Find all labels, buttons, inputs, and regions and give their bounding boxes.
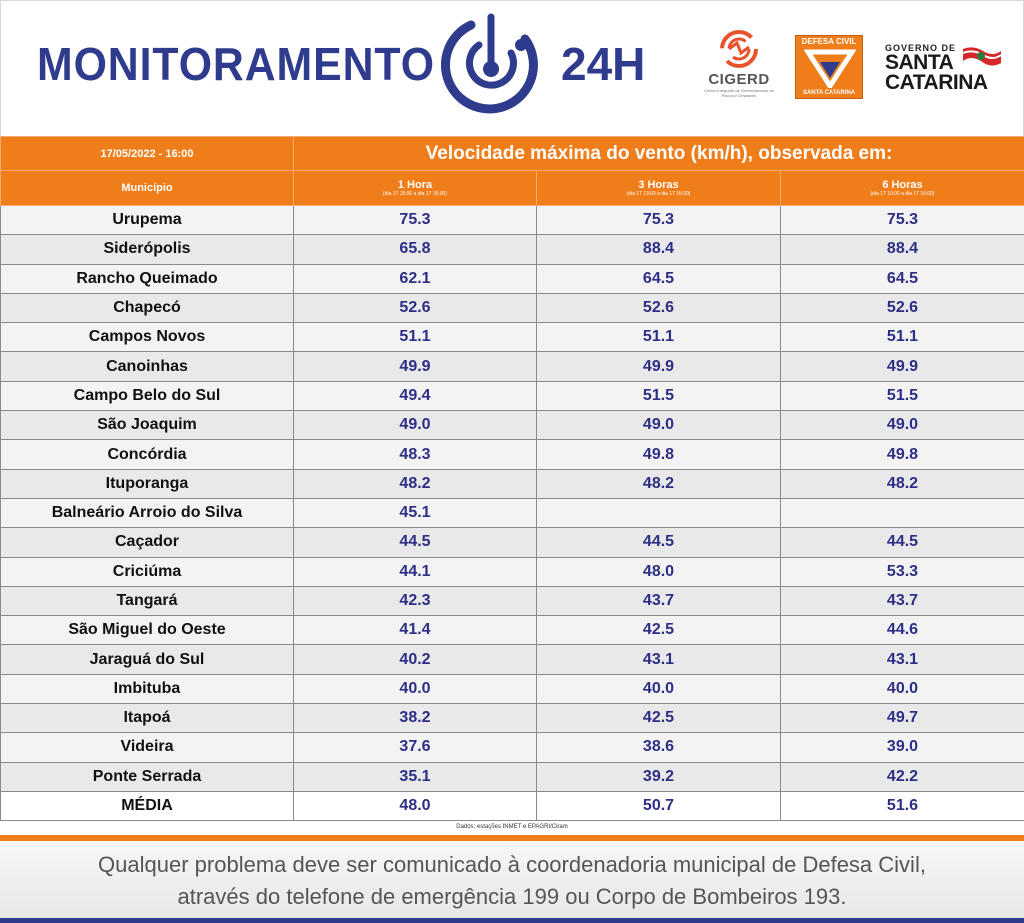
value-3h: 48.2 (537, 469, 781, 498)
value-6h: 40.0 (781, 674, 1024, 703)
media-3h: 50.7 (537, 791, 781, 820)
value-3h: 49.0 (537, 411, 781, 440)
value-3h: 44.5 (537, 528, 781, 557)
municipio-name: Siderópolis (1, 235, 294, 264)
footer-bar (0, 918, 1024, 923)
table-row (1, 293, 1024, 322)
value-1h: 40.2 (294, 645, 537, 674)
value-3h: 49.9 (537, 352, 781, 381)
defesa-civil-logo (795, 35, 863, 99)
value-6h: 88.4 (781, 235, 1024, 264)
value-6h: 39.0 (781, 733, 1024, 762)
value-1h: 75.3 (294, 206, 537, 235)
municipio-name: Campo Belo do Sul (1, 381, 294, 410)
municipio-name: Canoinhas (1, 352, 294, 381)
value-3h: 43.7 (537, 586, 781, 615)
flag-icon (961, 45, 1003, 67)
value-1h: 41.4 (294, 616, 537, 645)
value-1h: 44.5 (294, 528, 537, 557)
value-1h: 38.2 (294, 704, 537, 733)
table-row (1, 528, 1024, 557)
value-6h: 43.1 (781, 645, 1024, 674)
value-3h: 38.6 (537, 733, 781, 762)
value-3h: 42.5 (537, 704, 781, 733)
municipio-name: Balneário Arroio do Silva (1, 498, 294, 527)
table-title: Velocidade máxima do vento (km/h), observada em: (294, 137, 1024, 171)
municipio-name: São Miguel do Oeste (1, 616, 294, 645)
value-1h: 35.1 (294, 762, 537, 791)
value-6h: 44.6 (781, 616, 1024, 645)
table-row (1, 352, 1024, 381)
value-1h: 65.8 (294, 235, 537, 264)
municipio-header: Município (1, 171, 294, 206)
value-6h: 75.3 (781, 206, 1024, 235)
table-row (1, 469, 1024, 498)
municipio-name: Urupema (1, 206, 294, 235)
cigerd-subtitle: Centro Integrado de Gerenciamento de Riscos e Desastres (704, 88, 774, 98)
value-3h: 39.2 (537, 762, 781, 791)
value-1h: 52.6 (294, 293, 537, 322)
value-3h: 88.4 (537, 235, 781, 264)
wind-speed-table (0, 136, 1024, 821)
footer-line-2: através do telefone de emergência 199 ou Corpo de Bombeiros 193. (177, 884, 847, 909)
value-1h: 48.3 (294, 440, 537, 469)
table-row (1, 645, 1024, 674)
table-body (1, 206, 1024, 821)
table-row (1, 674, 1024, 703)
defesa-civil-state: SANTA CATARINA (802, 90, 856, 96)
value-3h: 64.5 (537, 264, 781, 293)
page-header (0, 0, 1024, 136)
value-6h: 53.3 (781, 557, 1024, 586)
table-row (1, 381, 1024, 410)
value-1h: 45.1 (294, 498, 537, 527)
footer-line-1: Qualquer problema deve ser comunicado à coordenadoria municipal de Defesa Civil, (98, 852, 926, 877)
table-row (1, 733, 1024, 762)
cigerd-logo (701, 29, 777, 105)
value-1h: 51.1 (294, 323, 537, 352)
table-row (1, 411, 1024, 440)
municipio-name: Itapoá (1, 704, 294, 733)
value-1h: 49.4 (294, 381, 537, 410)
value-3h: 49.8 (537, 440, 781, 469)
table-row (1, 206, 1024, 235)
value-3h: 51.1 (537, 323, 781, 352)
governo-santa-catarina-logo (885, 43, 1005, 99)
column-label-6h: 6 Horas (882, 178, 923, 191)
value-6h: 42.2 (781, 762, 1024, 791)
municipio-name: Ituporanga (1, 469, 294, 498)
value-6h: 43.7 (781, 586, 1024, 615)
value-3h: 43.1 (537, 645, 781, 674)
value-6h: 48.2 (781, 469, 1024, 498)
value-1h: 48.2 (294, 469, 537, 498)
table-row (1, 616, 1024, 645)
column-label-1h: 1 Hora (397, 178, 433, 191)
governo-de-label: GOVERNO DE (885, 43, 957, 53)
value-3h: 51.5 (537, 381, 781, 410)
table-row (1, 440, 1024, 469)
value-6h: 51.5 (781, 381, 1024, 410)
24h-title: 24H (561, 38, 646, 90)
signal-icon (715, 29, 763, 69)
table-row (1, 235, 1024, 264)
value-1h: 49.9 (294, 352, 537, 381)
media-6h: 51.6 (781, 791, 1024, 820)
column-range-6h: (dia 17 10:00 a dia 17 16:00) (870, 190, 935, 197)
table-row (1, 264, 1024, 293)
value-6h: 49.8 (781, 440, 1024, 469)
footer (0, 841, 1024, 923)
municipio-name: Imbituba (1, 674, 294, 703)
value-3h: 75.3 (537, 206, 781, 235)
value-1h: 49.0 (294, 411, 537, 440)
table-row (1, 586, 1024, 615)
defesa-civil-label: DEFESA CIVIL (801, 37, 857, 46)
column-label-3h: 3 Horas (638, 178, 679, 191)
municipio-name: Criciúma (1, 557, 294, 586)
report-date: 17/05/2022 - 16:00 (1, 137, 294, 171)
column-header-3h (537, 171, 781, 206)
value-3h (537, 498, 781, 527)
table-row (1, 498, 1024, 527)
municipio-name: Videira (1, 733, 294, 762)
table-row (1, 557, 1024, 586)
municipio-name: Caçador (1, 528, 294, 557)
cigerd-name: CIGERD (708, 71, 770, 88)
municipio-name: Jaraguá do Sul (1, 645, 294, 674)
defesa-civil-emblem-icon (804, 48, 856, 88)
value-1h: 37.6 (294, 733, 537, 762)
wind-speed-table-container (0, 136, 1024, 821)
value-1h: 40.0 (294, 674, 537, 703)
catarina-label: CATARINA (885, 71, 988, 94)
column-header-1h (294, 171, 537, 206)
media-1h: 48.0 (294, 791, 537, 820)
municipio-name: São Joaquim (1, 411, 294, 440)
table-row (1, 704, 1024, 733)
municipio-name: Rancho Queimado (1, 264, 294, 293)
media-label: MÉDIA (1, 791, 294, 820)
municipio-name: Ponte Serrada (1, 762, 294, 791)
value-3h: 48.0 (537, 557, 781, 586)
value-6h: 49.9 (781, 352, 1024, 381)
value-6h (781, 498, 1024, 527)
municipio-name: Chapecó (1, 293, 294, 322)
monitoramento-title: MONITORAMENTO (37, 38, 435, 90)
value-6h: 49.7 (781, 704, 1024, 733)
value-1h: 42.3 (294, 586, 537, 615)
column-range-1h: (dia 17 15:00 a dia 17 16:00) (383, 190, 447, 197)
column-header-6h (781, 171, 1024, 206)
clock-24h-icon (441, 9, 541, 115)
footer-message (0, 849, 1024, 913)
value-6h: 51.1 (781, 323, 1024, 352)
column-range-3h: (dia 17 13:00 a dia 17 16:00) (626, 190, 691, 197)
municipio-name: Campos Novos (1, 323, 294, 352)
media-row (1, 791, 1024, 820)
municipio-name: Concórdia (1, 440, 294, 469)
table-row (1, 762, 1024, 791)
santa-label: SANTA (885, 51, 954, 74)
value-1h: 62.1 (294, 264, 537, 293)
table-row (1, 323, 1024, 352)
value-6h: 52.6 (781, 293, 1024, 322)
value-6h: 44.5 (781, 528, 1024, 557)
value-6h: 49.0 (781, 411, 1024, 440)
data-source-note: Dados: estações INMET e EPAGRI/Ciram (0, 821, 1024, 833)
municipio-name: Tangará (1, 586, 294, 615)
value-1h: 44.1 (294, 557, 537, 586)
value-3h: 40.0 (537, 674, 781, 703)
value-3h: 52.6 (537, 293, 781, 322)
value-3h: 42.5 (537, 616, 781, 645)
value-6h: 64.5 (781, 264, 1024, 293)
